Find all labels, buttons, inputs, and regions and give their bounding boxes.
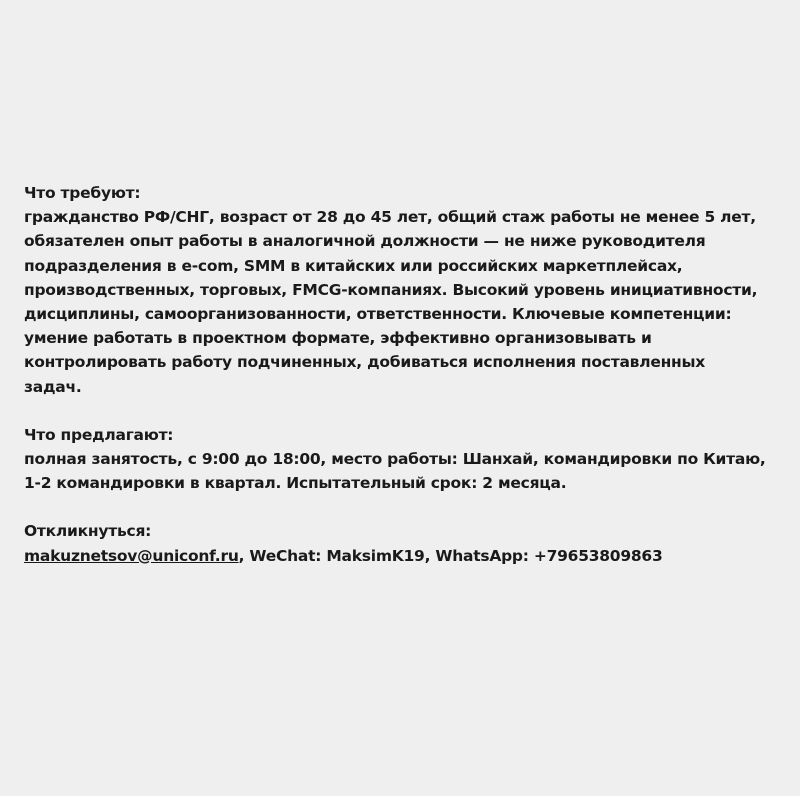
requirements-line: дисциплины, самоорганизованности, ответственности. Ключевые компетенции: [24,305,732,324]
requirements-line: гражданство РФ/СНГ, возраст от 28 до 45 лет, общий стаж работы не менее 5 лет, [24,208,756,227]
offer-line: полная занятость, с 9:00 до 18:00, место работы: Шанхай, командировки по Китаю, [24,450,766,469]
requirements-section [24,181,794,399]
requirements-line: производственных, торговых, FMCG-компаниях. Высокий уровень инициативности, [24,280,758,299]
contact-heading: Откликнуться: [24,522,152,541]
requirements-line: подразделения в e-com, SMM в китайских или российских маркетплейсах, [24,256,683,275]
requirements-line: умение работать в проектном формате, эффективно организовывать и [24,329,652,348]
contact-line [24,544,794,568]
offer-line: 1-2 командировки в квартал. Испытательный срок: 2 месяца. [24,474,567,493]
requirements-line: обязателен опыт работы в аналогичной должности — не ниже руководителя [24,232,706,251]
job-posting-text [24,181,794,592]
email-link[interactable]: makuznetsov@uniconf.ru [24,546,239,565]
contact-details: , WeChat: MaksimK19, WhatsApp: +79653809863 [238,546,663,565]
offer-heading: Что предлагают: [24,425,174,444]
requirements-line: контролировать работу подчиненных, добиваться исполнения поставленных [24,353,706,372]
offer-section [24,423,794,496]
contact-section [24,519,794,567]
requirements-heading: Что требуют: [24,184,141,202]
requirements-line: задач. [24,377,82,396]
